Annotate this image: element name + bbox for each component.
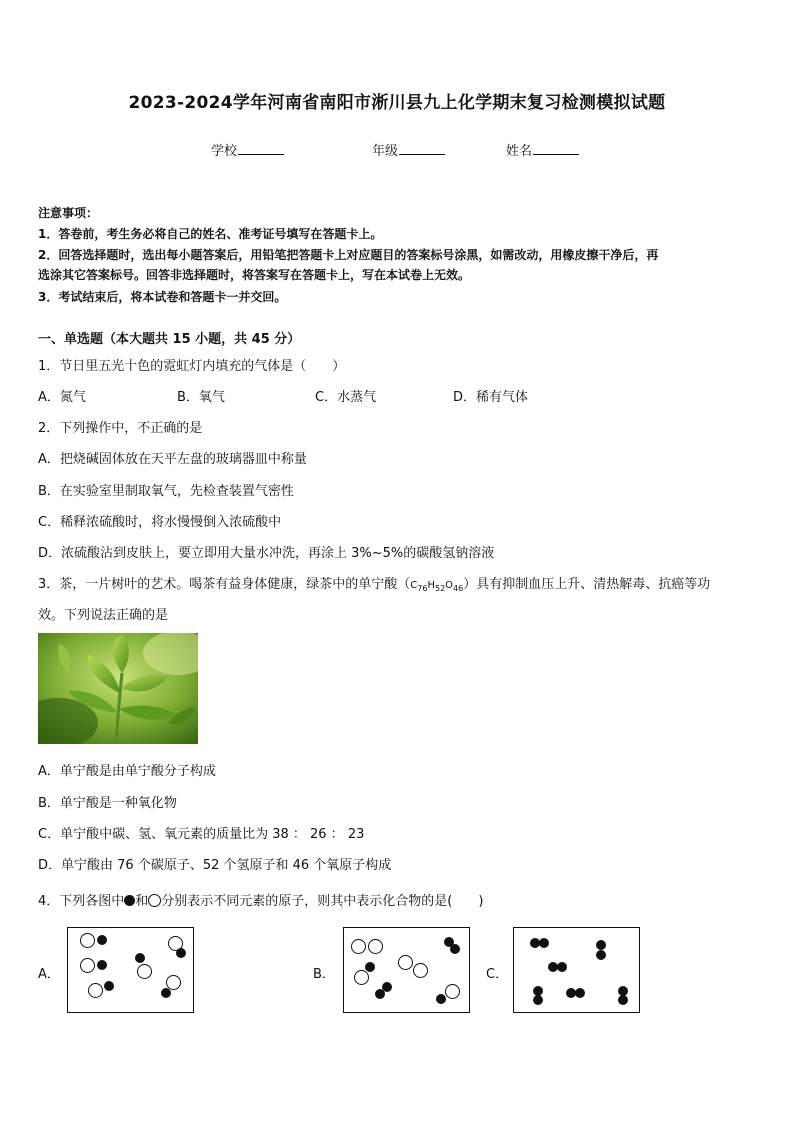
name-field[interactable] <box>506 140 579 159</box>
school-blank[interactable] <box>238 142 284 155</box>
question-1-stem: 1．节日里五光十色的霓虹灯内填充的气体是（ ） <box>38 359 346 374</box>
q4-option-a-diagram[interactable] <box>67 927 194 1013</box>
q3-option-c[interactable]: C．单宁酸中碳、氢、氧元素的质量比为 38 ： 26 ： 23 <box>38 827 365 842</box>
q4-option-b-diagram[interactable] <box>343 927 470 1013</box>
q1-option-d[interactable]: D．稀有气体 <box>453 390 529 405</box>
notice-item: 选涂其它答案标号。回答非选择题时，将答案写在答题卡上，写在本试卷上无效。 <box>38 268 471 282</box>
grade-label: 年级 <box>372 144 399 159</box>
q4-option-c-diagram[interactable] <box>513 927 640 1013</box>
q2-option-a[interactable]: A．把烧碱固体放在天平左盘的玻璃器皿中称量 <box>38 452 307 467</box>
grade-blank[interactable] <box>399 142 445 155</box>
q3-option-d[interactable]: D．单宁酸由 76 个碳原子、52 个氢原子和 46 个氧原子构成 <box>38 858 392 873</box>
question-2-stem: 2．下列操作中，不正确的是 <box>38 421 203 436</box>
q4-option-a-label[interactable]: A． <box>38 967 60 982</box>
q2-option-b[interactable]: B．在实验室里制取氧气，先检查装置气密性 <box>38 484 294 499</box>
notice-heading: 注意事项： <box>38 206 99 220</box>
q4-option-b-label[interactable]: B． <box>313 967 335 982</box>
q1-option-a[interactable]: A．氮气 <box>38 390 86 405</box>
question-3-stem: 3．茶，一片树叶的艺术。喝茶有益身体健康，绿茶中的单宁酸$(C_{76}H_{52}O_{46})$具有抑制血压上升、清热解毒、抗癌等功 <box>38 577 711 593</box>
q1-option-c[interactable]: C．水蒸气 <box>315 390 377 405</box>
school-label: 学校 <box>211 144 238 159</box>
question-4-stem: 4．下列各图中 和 分别表示不同元素的原子，则其中表示化合物的是( ) <box>38 894 484 909</box>
notice-item: 3．考试结束后，将本试卷和答题卡一并交回。 <box>38 290 287 304</box>
name-blank[interactable] <box>533 142 579 155</box>
notice-item: 2．回答选择题时，选出每小题答案后，用铅笔把答题卡上对应题目的答案标号涂黑，如需改动，用橡皮擦干净后，再 <box>38 248 659 262</box>
name-label: 姓名 <box>506 144 533 159</box>
notice-item: 1．答卷前，考生务必将自己的姓名、准考证号填写在答题卡上。 <box>38 227 383 241</box>
page-title: 2023-2024学年河南省南阳市淅川县九上化学期末复习检测模拟试题 <box>128 93 666 113</box>
q3-option-b[interactable]: B．单宁酸是一种氧化物 <box>38 796 177 811</box>
question-3-stem-cont: 效。下列说法正确的是 <box>38 608 169 623</box>
q4-option-c-label[interactable]: C． <box>486 967 509 982</box>
q1-option-b[interactable]: B．氧气 <box>177 390 225 405</box>
black-atom-icon <box>124 895 135 906</box>
q3-option-a[interactable]: A．单宁酸是由单宁酸分子构成 <box>38 764 216 779</box>
school-field[interactable] <box>211 140 284 159</box>
tea-leaves-photo <box>38 633 198 744</box>
section-heading: 一、单选题（本大题共 15 小题，共 45 分） <box>38 332 301 347</box>
grade-field[interactable] <box>372 140 445 159</box>
q2-option-c[interactable]: C．稀释浓硫酸时，将水慢慢倒入浓硫酸中 <box>38 515 282 530</box>
white-atom-icon <box>148 894 161 907</box>
q2-option-d[interactable]: D．浓硫酸沾到皮肤上，要立即用大量水冲洗，再涂上 3%~5%的碳酸氢钠溶液 <box>38 546 495 561</box>
tannic-acid-formula: $C_{76}H_{52}O_{46}$ <box>410 580 464 593</box>
